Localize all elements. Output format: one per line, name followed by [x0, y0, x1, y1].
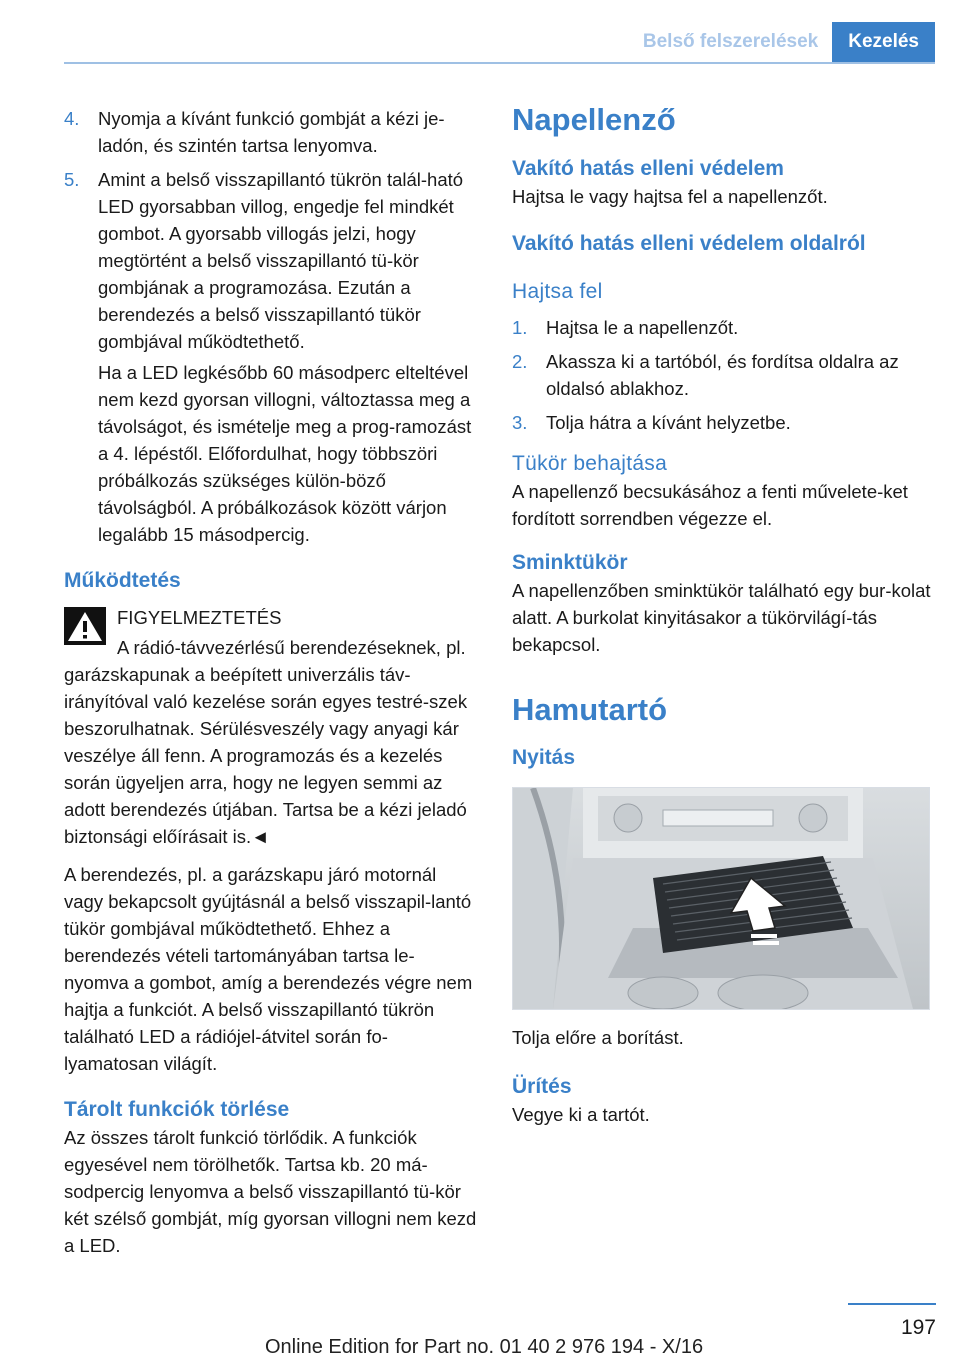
step-text: Tolja hátra a kívánt helyzetbe. — [546, 412, 791, 433]
programming-steps — [64, 105, 478, 355]
ashtray-title: Hamutartó — [512, 692, 668, 727]
mirror-fold-text: A napellenző becsukásához a fenti művelete-ket fordított sorrendben végezze el. — [512, 481, 908, 529]
vanity-text: A napellenzőben sminktükör található egy bur-kolat alatt. A burkolat kinyitásakor a tükörvilágí-tás bekapcsol. — [512, 580, 931, 655]
warning-text: A rádió-távvezérlésű berendezéseknek, pl. garázskapunak a beépített univerzális táv-irányítóval való kezelése során egyes testré-szek beszorulhatnak. Sérülésveszély vagy anyagi kár veszélye áll fenn. A programozás és a kezelés során ügyeljen arra, hogy ne legyen semmi az adott berendezés útjában. Tartsa be a kézi jeladó biztonsági előírásait is.◄ — [64, 637, 468, 847]
glare-heading: Vakító hatás elleni védelem — [512, 157, 784, 180]
fold-steps — [512, 314, 942, 436]
operation-text: A berendezés, pl. a garázskapu járó motornál vagy bekapcsolt gyújtásnál a belső visszapil-lantó tükör gombjával működtethető. Ehhez a berendezés vételi tartományában tartsa le-nyomva a gombot, amíg a berendezés végre nem hajtja a funkciót. A belső visszapillantó tükrön található LED a rádiójel-átvitel során fo-lyamatosan világít. — [64, 864, 473, 1074]
warning-block — [64, 604, 478, 631]
step-number: 4. — [64, 108, 80, 129]
step-item — [512, 314, 942, 341]
step-number: 2. — [512, 351, 528, 372]
warning-title: FIGYELMEZTETÉS — [117, 607, 282, 628]
fold-out-heading: Hajtsa fel — [512, 280, 603, 303]
delete-heading: Tárolt funkciók törlése — [64, 1098, 290, 1121]
delete-text: Az összes tárolt funkció törlődik. A funkciók egyesével nem törölhetők. Tartsa kb. 20 má-sodpercig lenyomva a belső visszapillantó tü-kör két szélső gombját, míg gyorsan villogni nem kezd a LED. — [64, 1127, 477, 1256]
side-glare-heading: Vakító hatás elleni védelem oldalról — [512, 232, 866, 255]
step-text: Nyomja a kívánt funkció gombját a kézi je-ladón, és szintén tartsa lenyomva. — [98, 108, 445, 156]
step-number: 5. — [64, 169, 80, 190]
sunvisor-title: Napellenző — [512, 102, 676, 137]
warning-triangle-icon — [64, 607, 106, 645]
header-rule — [64, 62, 935, 64]
step-number: 3. — [512, 412, 528, 433]
empty-text: Vegye ki a tartót. — [512, 1104, 650, 1125]
step-item — [512, 348, 942, 402]
left-column — [64, 105, 478, 1259]
footer-rule — [848, 1303, 936, 1305]
ashtray-illustration — [513, 788, 929, 1009]
step5-note: Ha a LED legkésőbb 60 másodperc elteltével nem kezd gyorsan villogni, változtassa meg a távolságot, és ismételje meg a prog-ramozást a 4. lépéstől. Előfordulhat, hogy többszöri próbálkozás szükséges külön-böző távolságból. A próbálkozások között várjon legalább 15 másodpercig. — [98, 362, 472, 545]
step-item — [512, 409, 942, 436]
step-text: Akassza ki a tartóból, és fordítsa oldalra az oldalsó ablakhoz. — [546, 351, 899, 399]
step-text: Amint a belső visszapillantó tükrön talál-ható LED gyorsabban villog, engedje fel mindkét gombot. A gyorsabb villogás jelzi, hogy megtörtént a belső visszapillantó tü-kör gombjának a programozása. Ezután a berendezés a belső visszapillantó tükör gombjával működtethető. — [98, 169, 464, 352]
ashtray-photo — [512, 787, 930, 1010]
step-text: Hajtsa le a napellenzőt. — [546, 317, 739, 338]
step-item — [64, 166, 478, 355]
glare-text: Hajtsa le vagy hajtsa fel a napellenzőt. — [512, 186, 828, 207]
header-section-tab[interactable]: Belső felszerelések — [627, 22, 832, 62]
step-number: 1. — [512, 317, 528, 338]
page-number: 197 — [900, 1316, 936, 1339]
header-active-tab[interactable]: Kezelés — [832, 22, 935, 62]
open-heading: Nyitás — [512, 746, 576, 769]
vanity-heading: Sminktükör — [512, 551, 628, 574]
operation-heading: Működtetés — [64, 569, 181, 592]
mirror-fold-heading: Tükör behajtása — [512, 452, 668, 475]
right-column — [512, 102, 942, 1128]
open-caption: Tolja előre a borítást. — [512, 1027, 684, 1048]
header-tabs — [627, 22, 935, 62]
step-item — [64, 105, 478, 159]
empty-heading: Ürítés — [512, 1075, 572, 1098]
edition-note: Online Edition for Part no. 01 40 2 976 194 - X/16 — [265, 1336, 704, 1358]
